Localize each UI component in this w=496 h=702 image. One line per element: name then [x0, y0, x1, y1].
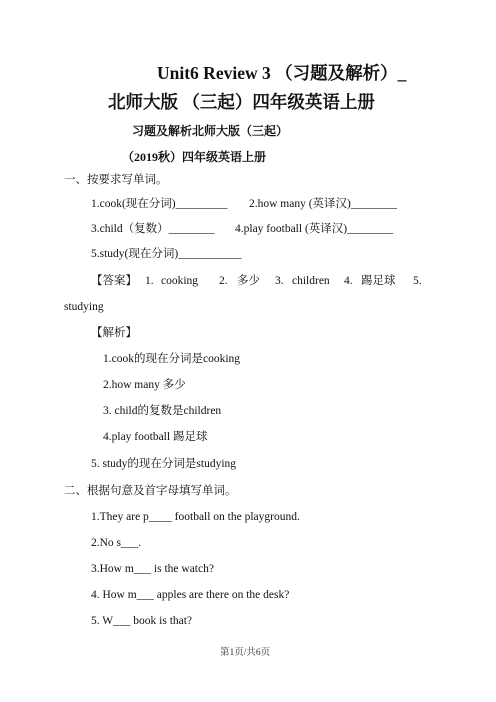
section1-heading: 一、按要求写单词。	[64, 174, 168, 186]
answer-value-4: 踢足球	[361, 275, 396, 287]
section2-heading: 二、根据句意及首字母填写单词。	[64, 485, 237, 497]
answer-num-5: 5.	[413, 275, 422, 287]
document-title-line2: 北师大版 （三起）四年级英语上册	[108, 92, 375, 112]
analysis-line-5: 5. study的现在分词是studying	[91, 458, 237, 470]
analysis-line-2: 2.how many 多少	[103, 379, 186, 391]
answer-line	[91, 274, 137, 289]
question-2-4: 4. How m___ apples are there on the desk?	[91, 589, 290, 601]
document-title-line1: Unit6 Review 3 （习题及解析）_	[157, 63, 407, 83]
question-1-5: 5.study(现在分词)___________	[91, 248, 242, 260]
question-2-3: 3.How m___ is the watch?	[91, 563, 214, 575]
answer-num-2: 2.	[219, 275, 228, 287]
question-2-1: 1.They are p____ football on the playground.	[91, 511, 300, 523]
analysis-label: 【解析】	[91, 327, 137, 339]
answer-continuation: studying	[64, 301, 104, 313]
answer-value-3: children	[292, 275, 330, 287]
question-2-2: 2.No s___.	[91, 537, 142, 549]
answer-num-3: 3.	[275, 275, 284, 287]
answer-num-4: 4.	[344, 275, 353, 287]
answer-label: 【答案】	[91, 275, 137, 287]
analysis-line-4: 4.play football 踢足球	[103, 431, 208, 443]
question-1-1: 1.cook(现在分词)_________	[91, 198, 228, 210]
question-1-3: 3.child（复数）________	[91, 223, 215, 235]
question-1-2: 2.how many (英译汉)________	[249, 198, 397, 210]
analysis-line-3: 3. child的复数是children	[103, 405, 222, 417]
answer-value-2: 多少	[237, 275, 260, 287]
page-number: 第1页/共6页	[220, 648, 271, 658]
subtitle-line1: 习题及解析北师大版（三起）	[132, 124, 289, 138]
analysis-line-1: 1.cook的现在分词是cooking	[103, 353, 241, 365]
answer-num-1: 1.	[145, 275, 154, 287]
subtitle-line2: （2019秋）四年级英语上册	[122, 150, 267, 164]
answer-value-1: cooking	[161, 275, 199, 287]
question-1-4: 4.play football (英译汉)________	[235, 223, 394, 235]
question-2-5: 5. W___ book is that?	[91, 615, 193, 627]
